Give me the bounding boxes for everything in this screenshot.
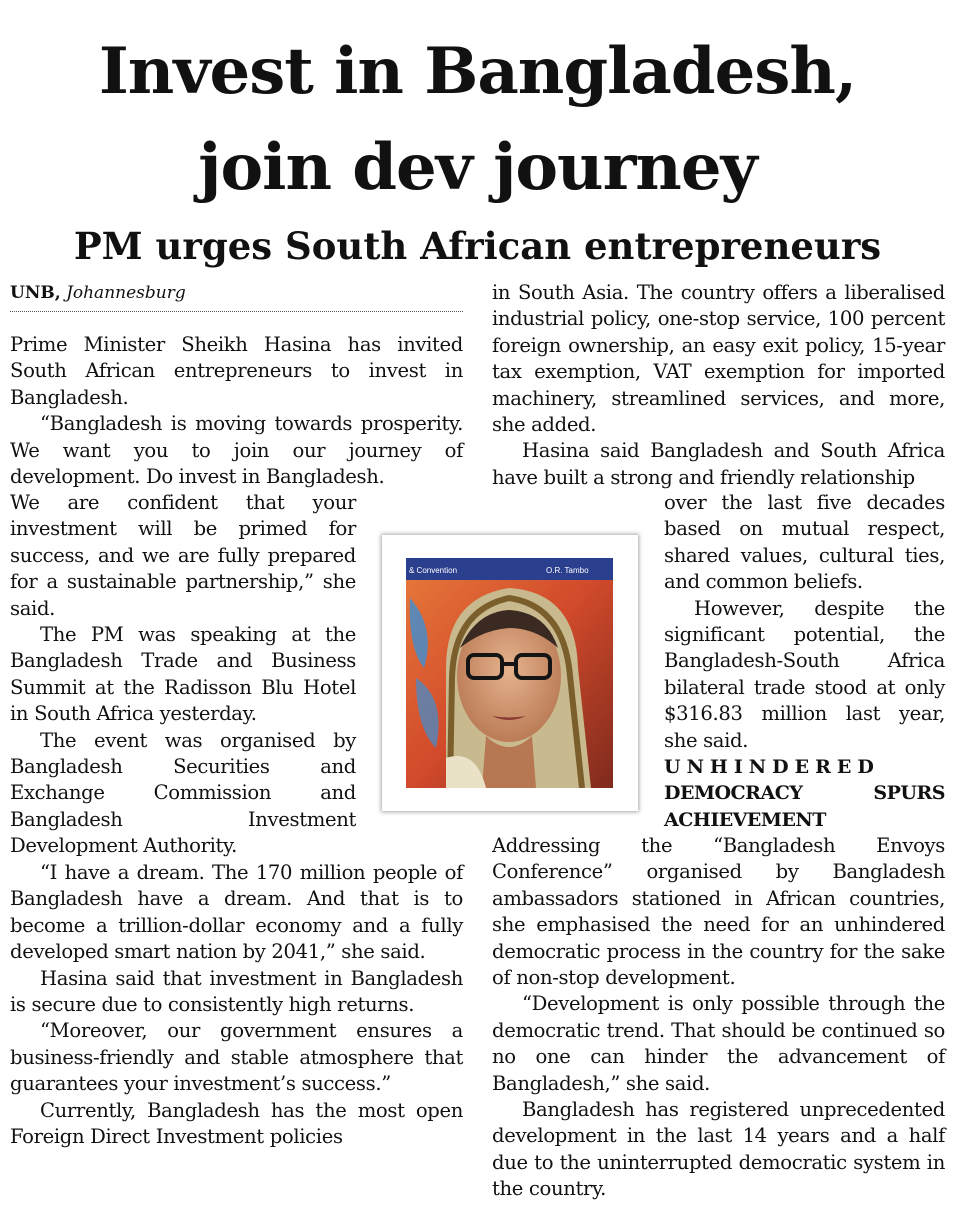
crosshead-line-3: ACHIEVEMENT <box>664 808 826 831</box>
banner-text-left: & Convention <box>409 566 458 575</box>
paragraph: We are confident that your investment will be primed for success, and we are fully prepared for a sustainable partnership,” she said. <box>10 491 356 620</box>
byline <box>10 281 463 312</box>
paragraph: However, despite the significant potential, the Bangladesh-South Africa bilateral trade stood at only $316.83 million last year, she said. <box>664 596 945 752</box>
paragraph: “Moreover, our government ensures a business-friendly and stable atmosphere that guarantees your investment’s success.” <box>10 1019 463 1096</box>
headline-line-2: join dev journey <box>198 130 757 205</box>
subheadline: PM urges South African entrepreneurs <box>73 224 882 268</box>
banner-text-right: O.R. Tambo <box>546 566 589 575</box>
paragraph: “Bangladesh is moving towards prosperity. We want you to join our journey of development. Do invest in Bangladesh. <box>10 412 463 489</box>
crosshead-line-2: DEMOCRACY SPURS <box>664 782 945 805</box>
headline <box>0 24 955 216</box>
paragraph: “I have a dream. The 170 million people of Bangladesh have a dream. And that is to become a trillion-dollar economy and a fully developed smart nation by 2041,” she said. <box>10 861 463 964</box>
paragraph: Prime Minister Sheikh Hasina has invited South African entrepreneurs to invest in Bangladesh. <box>10 333 463 409</box>
paragraph: in South Asia. The country offers a liberalised industrial policy, one-stop service, 100 percent foreign ownership, an easy exit policy, 15-year tax exemption, VAT exemption for imported machinery, streamlined services, and more, she added. <box>492 281 945 437</box>
byline-place: Johannesburg <box>66 283 186 303</box>
paragraph: The event was organised by Bangladesh Securities and Exchange Commission and Bangladesh Investment Development Authority. <box>10 728 356 858</box>
paragraph: Addressing the “Bangladesh Envoys Conference” organised by Bangladesh ambassadors stationed in African countries, she emphasised the need for an unhindered democratic process in the country for the sake of non-stop development. <box>492 834 945 990</box>
portrait-photo <box>406 558 613 788</box>
left-column-bottom <box>10 860 463 1150</box>
left-column-top <box>10 332 463 490</box>
right-column-wrap <box>664 490 945 833</box>
paragraph: Currently, Bangladesh has the most open Foreign Direct Investment policies <box>10 1098 463 1149</box>
byline-agency: UNB, <box>10 283 61 303</box>
right-column-top <box>492 280 945 491</box>
paragraph: Bangladesh has registered unprecedented development in the last 14 years and a half due to the uninterrupted democratic system in the country. <box>492 1098 945 1201</box>
crosshead-line-1: UNHINDERED <box>664 756 880 779</box>
photo-frame <box>382 535 638 811</box>
paragraph: Hasina said that investment in Bangladesh is secure due to consistently high returns. <box>10 966 463 1017</box>
left-column-wrap <box>10 490 356 860</box>
paragraph: over the last five decades based on mutual respect, shared values, cultural ties, and common beliefs. <box>664 491 945 594</box>
headline-line-1: Invest in Bangladesh, <box>98 34 857 109</box>
paragraph: The PM was speaking at the Bangladesh Trade and Business Summit at the Radisson Blu Hotel in South Africa yesterday. <box>10 623 356 726</box>
paragraph: Hasina said Bangladesh and South Africa have built a strong and friendly relationship <box>492 439 945 489</box>
right-column-bottom <box>492 833 945 1203</box>
paragraph: “Development is only possible through the democratic trend. That should be continued so no one can hinder the advancement of Bangladesh,” she said. <box>492 992 945 1095</box>
